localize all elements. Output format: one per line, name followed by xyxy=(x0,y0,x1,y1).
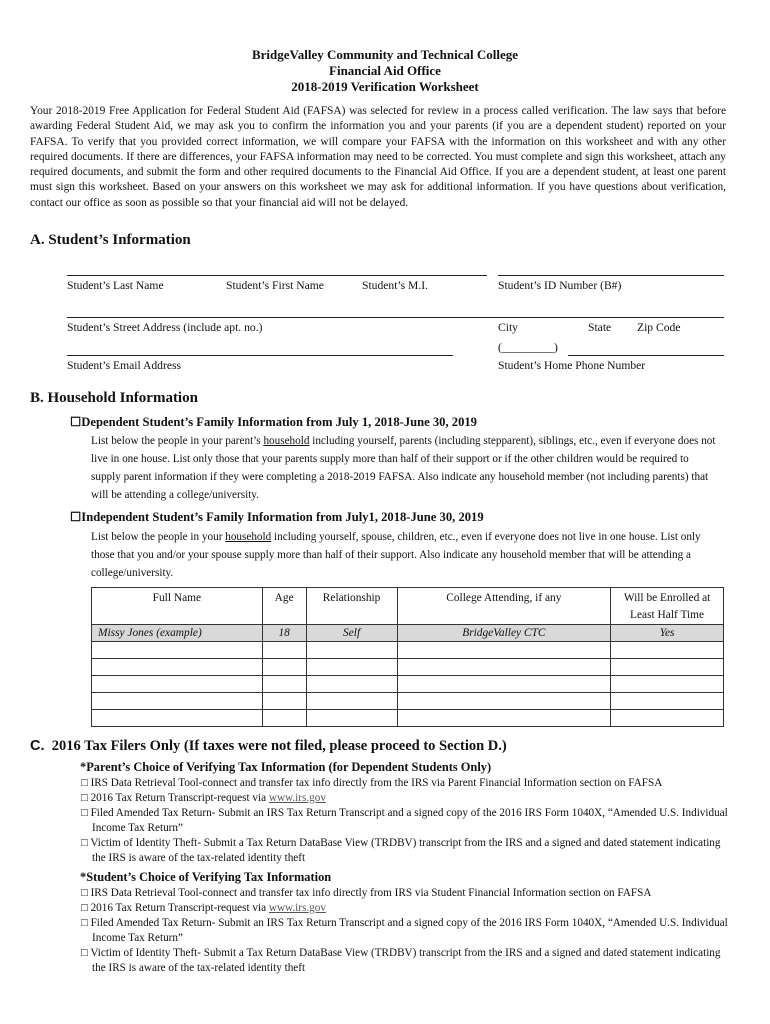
household-table xyxy=(91,587,724,727)
irs-link[interactable]: www.irs.gov xyxy=(268,792,326,804)
table-cell[interactable] xyxy=(262,710,306,727)
phone-field-line[interactable] xyxy=(568,355,724,356)
table-cell[interactable] xyxy=(397,693,611,710)
parent-option-transcript-text: 2016 Tax Return Transcript-request via xyxy=(90,792,269,804)
table-cell[interactable] xyxy=(611,693,724,710)
dep-text-2: including yourself, parents (including stepparent), siblings, etc., even if everyone does not live in one house. List only those that your parents supply more than half of their support or if the other children would be required to supply parent information if they were completing a 2018-2019 FAFSA. Also indicate any household member (not including parents) that will be attending a college/university. xyxy=(91,435,716,501)
id-label: Student’s ID Number (B#) xyxy=(498,279,622,292)
table-cell[interactable] xyxy=(397,642,611,659)
col-age: Age xyxy=(262,588,306,625)
intro-paragraph: Your 2018-2019 Free Application for Federal Student Aid (FAFSA) was selected for review in a process called verification. The law says that before awarding Federal Student Aid, we may ask you to confirm the information you and your parents (if you are a dependent student) reported on your FAFSA. To verify that you provided correct information, we will compare your FAFSA with the information on this worksheet and with any other required documents. If there are differences, your FAFSA information may need to be corrected. You must complete and sign this worksheet, attach any required documents, and submit the form and other required documents to the Financial Aid Office. If you are a dependent student, at least one parent must sign this worksheet. Based on your answers on this worksheet we may ask for additional information. If you have questions about verification, contact our office as soon as possible so that your financial aid will not be delayed. xyxy=(30,105,726,209)
example-relationship: Self xyxy=(306,625,397,642)
student-option-drt-text: IRS Data Retrieval Tool-connect and transfer tax info directly from IRS via Student Financial Information section on FAFSA xyxy=(90,887,652,899)
col-full-name: Full Name xyxy=(92,588,263,625)
table-cell[interactable] xyxy=(306,659,397,676)
phone-area-code: (_________) xyxy=(498,341,558,354)
independent-checkbox[interactable]: ☐ xyxy=(70,510,82,524)
irs-link[interactable]: www.irs.gov xyxy=(268,902,326,914)
table-row xyxy=(92,642,724,659)
section-c-title xyxy=(30,738,507,755)
parent-choice-list xyxy=(70,776,730,866)
section-b-title: B. Household Information xyxy=(30,390,198,406)
student-option-drt[interactable]: □ IRS Data Retrieval Tool-connect and transfer tax info directly from IRS via Student Financial Information section on FAFSA xyxy=(81,887,652,899)
dep-household-word: household xyxy=(263,435,310,447)
student-option-transcript[interactable]: □ 2016 Tax Return Transcript-request via www.irs.gov xyxy=(81,902,326,914)
student-option-transcript-text: 2016 Tax Return Transcript-request via xyxy=(90,902,269,914)
section-c-letter: C. xyxy=(30,738,45,754)
state-label: State xyxy=(588,321,612,334)
independent-instructions xyxy=(91,528,711,582)
table-row xyxy=(92,693,724,710)
parent-option-identity-theft-text: Victim of Identity Theft- Submit a Tax Return DataBase View (TRDBV) transcript from the IRS and a signed and dated statement indicating the IRS is aware of the tax-related identity theft xyxy=(90,837,721,864)
mi-label: Student’s M.I. xyxy=(362,279,429,292)
parent-option-amended[interactable]: □ Filed Amended Tax Return- Submit an IRS Tax Return Transcript and a signed copy of the 2016 IRS Form 1040X, “Amended U.S. Individual Income Tax Return” xyxy=(81,807,728,834)
table-cell[interactable] xyxy=(611,676,724,693)
table-cell[interactable] xyxy=(262,659,306,676)
phone-label: Student’s Home Phone Number xyxy=(498,359,646,372)
student-option-identity-theft[interactable]: □ Victim of Identity Theft- Submit a Tax Return DataBase View (TRDBV) transcript from the IRS and a signed and dated statement indicating the IRS is aware of the tax-related identity theft xyxy=(81,947,721,974)
email-label: Student’s Email Address xyxy=(67,359,182,372)
table-cell[interactable] xyxy=(92,659,263,676)
table-cell[interactable] xyxy=(92,676,263,693)
table-cell[interactable] xyxy=(397,676,611,693)
table-row xyxy=(92,659,724,676)
dependent-heading xyxy=(70,414,477,430)
independent-heading-text: Independent Student’s Family Information from July1, 2018-June 30, 2019 xyxy=(81,510,484,524)
last-name-label: Student’s Last Name xyxy=(67,279,164,292)
table-cell[interactable] xyxy=(306,642,397,659)
example-enrolled: Yes xyxy=(611,625,724,642)
parent-choice-heading: *Parent’s Choice of Verifying Tax Information (for Dependent Students Only) xyxy=(80,760,492,774)
student-option-identity-theft-text: Victim of Identity Theft- Submit a Tax Return DataBase View (TRDBV) transcript from the IRS and a signed and dated statement indicating the IRS is aware of the tax-related identity theft xyxy=(90,947,721,974)
dependent-heading-text: Dependent Student’s Family Information from July 1, 2018-June 30, 2019 xyxy=(81,415,477,429)
section-a-title: A. Student’s Information xyxy=(30,232,191,248)
college-name: BridgeValley Community and Technical College xyxy=(251,47,519,62)
table-row xyxy=(92,676,724,693)
parent-option-transcript[interactable]: □ 2016 Tax Return Transcript-request via www.irs.gov xyxy=(81,792,326,804)
office-name: Financial Aid Office xyxy=(329,63,441,78)
parent-option-drt[interactable]: □ IRS Data Retrieval Tool-connect and transfer tax info directly from the IRS via Parent Financial Information section on FAFSA xyxy=(81,777,663,789)
table-cell[interactable] xyxy=(92,710,263,727)
table-cell[interactable] xyxy=(611,642,724,659)
table-cell[interactable] xyxy=(262,676,306,693)
parent-option-identity-theft[interactable]: □ Victim of Identity Theft- Submit a Tax Return DataBase View (TRDBV) transcript from the IRS and a signed and dated statement indicating the IRS is aware of the tax-related identity theft xyxy=(81,837,721,864)
table-row xyxy=(92,710,724,727)
dependent-checkbox[interactable]: ☐ xyxy=(70,415,82,429)
worksheet-title: 2018-2019 Verification Worksheet xyxy=(291,79,479,94)
example-college: BridgeValley CTC xyxy=(397,625,611,642)
example-name: Missy Jones (example) xyxy=(92,625,263,642)
table-cell[interactable] xyxy=(397,659,611,676)
parent-option-amended-text: Filed Amended Tax Return- Submit an IRS Tax Return Transcript and a signed copy of the 2016 IRS Form 1040X, “Amended U.S. Individual Income Tax Return” xyxy=(90,807,728,834)
table-cell[interactable] xyxy=(611,710,724,727)
col-enrolled: Will be Enrolled at Least Half Time xyxy=(611,588,724,625)
email-field-line[interactable] xyxy=(67,355,453,356)
student-option-amended-text: Filed Amended Tax Return- Submit an IRS Tax Return Transcript and a signed copy of the 2016 IRS Form 1040X, “Amended U.S. Individual Income Tax Return” xyxy=(90,917,728,944)
table-cell[interactable] xyxy=(306,693,397,710)
table-cell[interactable] xyxy=(262,642,306,659)
dependent-instructions xyxy=(91,432,721,504)
section-c-title-text: 2016 Tax Filers Only (If taxes were not filed, please proceed to Section D.) xyxy=(51,738,507,754)
first-name-label: Student’s First Name xyxy=(226,279,324,292)
table-cell[interactable] xyxy=(306,710,397,727)
address-field-line[interactable] xyxy=(67,317,724,318)
ind-text-2: including yourself, spouse, children, etc., even if everyone does not live in one house. List only those that you and/or your spouse supply more than half of their support. Also indicate any household member that will be attending a college/university. xyxy=(91,531,701,579)
example-age: 18 xyxy=(262,625,306,642)
table-cell[interactable] xyxy=(611,659,724,676)
independent-heading xyxy=(70,509,484,525)
street-label: Student’s Street Address (include apt. no.) xyxy=(67,321,263,334)
city-label: City xyxy=(498,321,518,334)
col-college: College Attending, if any xyxy=(397,588,611,625)
table-cell[interactable] xyxy=(306,676,397,693)
table-cell[interactable] xyxy=(92,642,263,659)
table-cell[interactable] xyxy=(92,693,263,710)
example-row xyxy=(92,625,724,642)
id-field-line[interactable] xyxy=(498,275,724,276)
col-relationship: Relationship xyxy=(306,588,397,625)
ind-text-1: List below the people in your xyxy=(91,531,226,543)
student-choice-list xyxy=(70,886,730,976)
student-option-amended[interactable]: □ Filed Amended Tax Return- Submit an IRS Tax Return Transcript and a signed copy of the 2016 IRS Form 1040X, “Amended U.S. Individual Income Tax Return” xyxy=(81,917,728,944)
parent-option-drt-text: IRS Data Retrieval Tool-connect and transfer tax info directly from the IRS via Parent Financial Information section on FAFSA xyxy=(90,777,663,789)
name-field-line[interactable] xyxy=(67,275,487,276)
ind-household-word: household xyxy=(225,531,272,543)
table-cell[interactable] xyxy=(262,693,306,710)
zip-label: Zip Code xyxy=(637,321,681,334)
student-choice-heading: *Student’s Choice of Verifying Tax Information xyxy=(80,870,332,884)
household-table-header xyxy=(92,588,724,625)
dep-text-1: List below the people in your parent’s xyxy=(91,435,264,447)
table-cell[interactable] xyxy=(397,710,611,727)
